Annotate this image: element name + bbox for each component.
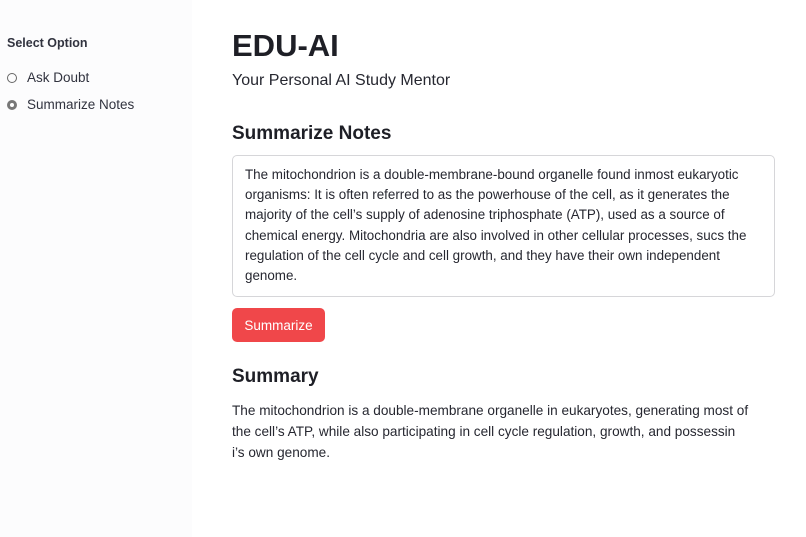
notes-line: regulation of the cell cycle and cell growth, and they have their own independent [245, 247, 720, 263]
notes-line: majority of the cell’s supply of adenosine triphosphate (ATP), used as a source of [245, 207, 725, 223]
notes-textarea[interactable] [232, 155, 775, 297]
radio-label: Summarize Notes [27, 97, 135, 112]
radio-selected-icon [7, 100, 17, 110]
radio-label: Ask Doubt [27, 70, 90, 85]
summary-line: the cell’s ATP, while also participating in cell cycle regulation, growth, and possessin [232, 424, 736, 439]
section-heading-summarize: Summarize Notes [232, 123, 392, 144]
summary-line: The mitochondrion is a double-membrane organelle in eukaryotes, generating most of [232, 403, 749, 418]
notes-line: chemical energy. Mitochondria are also involved in other cellular processes, sucs the [245, 227, 747, 243]
summary-text [232, 400, 748, 463]
notes-line: organisms: It is often referred to as the powerhouse of the cell, as it generates the [245, 187, 730, 203]
app-subtitle: Your Personal AI Study Mentor [232, 72, 451, 89]
sidebar-title: Select Option [7, 36, 88, 50]
section-heading-summary: Summary [232, 366, 319, 387]
notes-line: genome. [245, 268, 298, 284]
notes-line: The mitochondrion is a double-membrane-bound organelle found inmost eukaryotic [245, 167, 739, 182]
app-title: EDU-AI [232, 28, 339, 63]
summarize-button[interactable]: Summarize [232, 308, 325, 342]
radio-ask-doubt[interactable] [7, 70, 89, 85]
summary-line: i’s own genome. [232, 445, 330, 460]
radio-summarize-notes[interactable] [7, 97, 134, 112]
sidebar [0, 0, 192, 537]
radio-unselected-icon [7, 73, 17, 83]
